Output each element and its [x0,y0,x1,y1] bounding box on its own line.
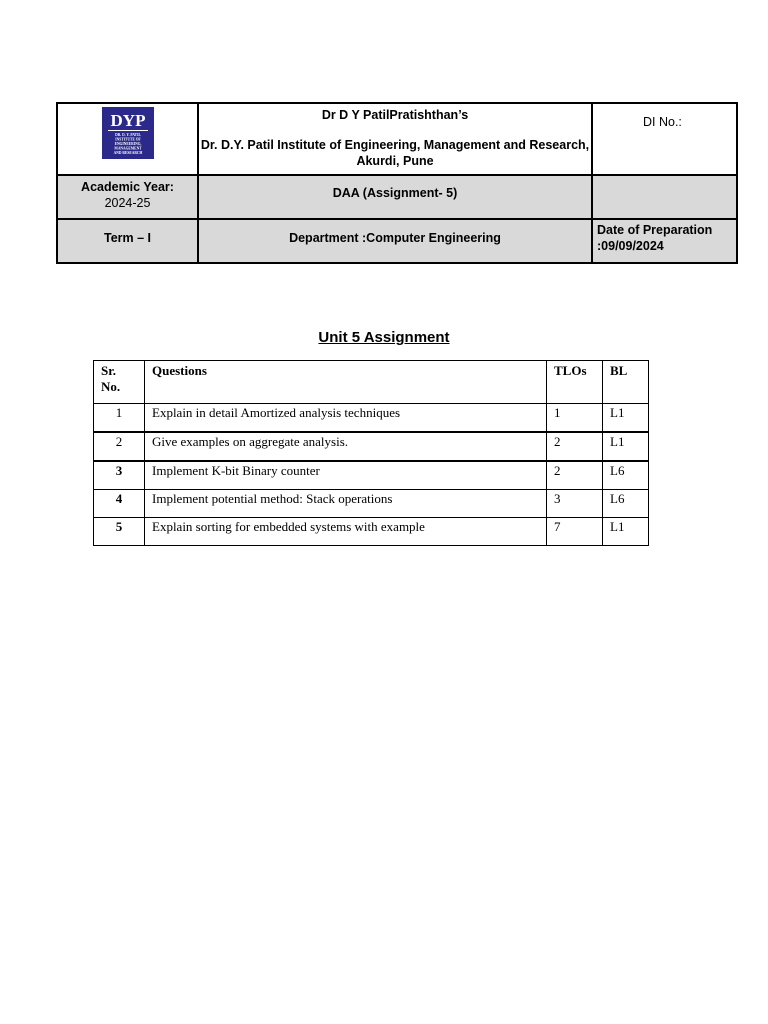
row-bl: L1 [603,432,649,461]
row-bl: L1 [603,404,649,433]
svg-text:AND RESEARCH: AND RESEARCH [113,151,143,155]
date-cell [592,219,737,263]
org-name: Dr D Y PatilPratishthan’s [321,108,469,122]
table-row [94,518,649,546]
header-table [56,102,738,264]
row-bl: L6 [603,461,649,490]
row-question: Give examples on aggregate analysis. [145,432,547,461]
row-question: Implement potential method: Stack operations [145,490,547,518]
date-label: Date of Preparation [597,223,713,237]
logo-cell [57,103,198,175]
assignment-label: DAA (Assignment- 5) [332,186,458,200]
assignment-title: Unit 5 Assignment [318,329,450,346]
academic-year-label: Academic Year: [81,180,174,194]
institute-cell [198,103,592,175]
svg-text:ENGINEERING,: ENGINEERING, [114,142,142,146]
row-sr: 3 [94,461,145,490]
col-header-sr: Sr. No. [94,361,145,404]
svg-text:DR. D. Y. PATIL: DR. D. Y. PATIL [115,133,141,137]
dl-cell [592,103,737,175]
date-value: :09/09/2024 [597,239,664,253]
row-question: Explain sorting for embedded systems with example [145,518,547,546]
table-row [94,404,649,433]
col-header-questions: Questions [145,361,547,404]
col-header-bl: BL [603,361,649,404]
blank-cell [592,175,737,219]
row-sr: 5 [94,518,145,546]
academic-year-value: 2024-25 [104,196,151,210]
row-tlo: 2 [547,461,603,490]
col-header-tlos: TLOs [547,361,603,404]
logo-text: DYP [110,111,146,130]
row-question: Explain in detail Amortized analysis techniques [145,404,547,433]
row-tlo: 2 [547,432,603,461]
assignment-cell [198,175,592,219]
svg-text:MANAGEMENT: MANAGEMENT [114,146,142,151]
term-cell [57,219,198,263]
row-tlo: 3 [547,490,603,518]
department-label: Department :Computer Engineering [289,231,501,245]
row-sr: 1 [94,404,145,433]
table-row [94,432,649,461]
svg-text:INSTITUTE OF: INSTITUTE OF [115,137,141,142]
row-tlo: 7 [547,518,603,546]
table-row [94,490,649,518]
institute-logo [102,107,154,159]
academic-year-cell [57,175,198,219]
dl-label: DI No.: [643,115,682,129]
department-cell [198,219,592,263]
row-bl: L1 [603,518,649,546]
row-tlo: 1 [547,404,603,433]
row-sr: 4 [94,490,145,518]
questions-table [93,360,649,546]
row-question: Implement K-bit Binary counter [145,461,547,490]
table-row [94,461,649,490]
row-sr: 2 [94,432,145,461]
institute-name: Dr. D.Y. Patil Institute of Engineering, Management and Research, Akurdi, Pune [200,138,590,168]
term-label: Term – I [103,231,151,245]
row-bl: L6 [603,490,649,518]
